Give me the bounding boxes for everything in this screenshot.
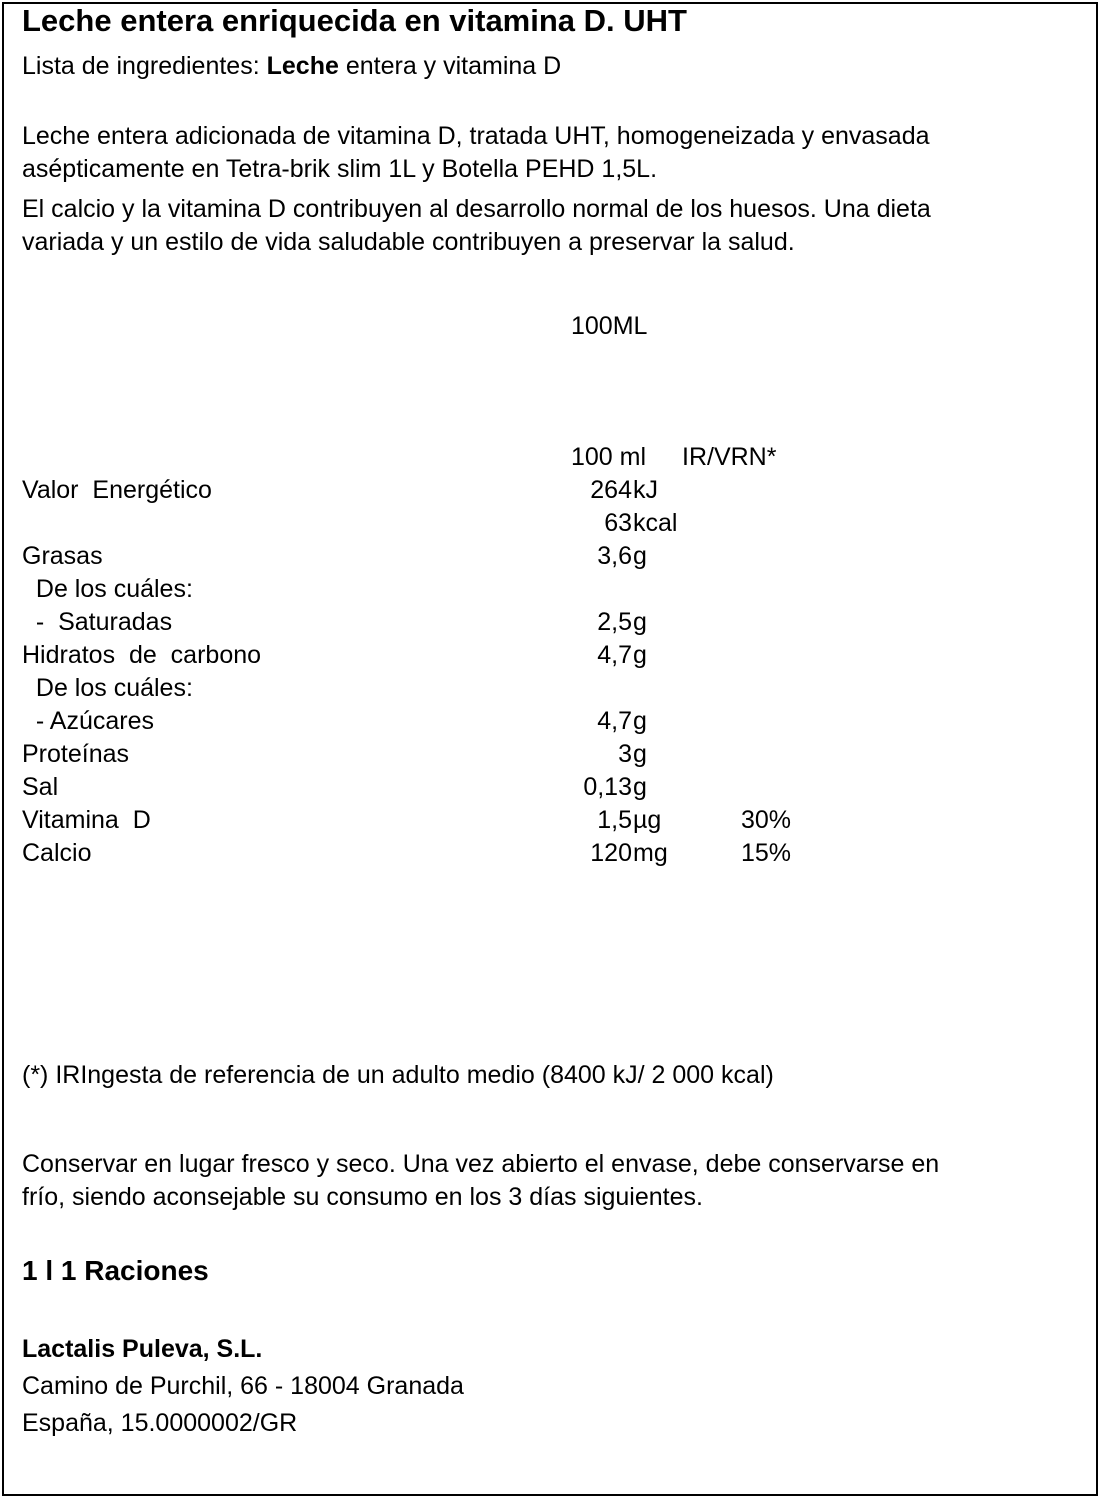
nutrient-unit: g xyxy=(633,740,647,768)
nutrient-unit: g xyxy=(633,542,647,570)
description-line: Leche entera adicionada de vitamina D, tratada UHT, homogeneizada y envasada xyxy=(22,122,930,150)
storage-line: frío, siendo aconsejable su consumo en los 3 días siguientes. xyxy=(22,1183,703,1211)
ingredients-highlight: Leche xyxy=(266,52,339,80)
nutrient-unit: g xyxy=(633,773,647,801)
nutrient-value: 120 xyxy=(590,839,632,867)
nutrient-value: 0,13 xyxy=(583,773,632,801)
company-country: España, 15.0000002/GR xyxy=(22,1409,298,1437)
company-address: Camino de Purchil, 66 - 18004 Granada xyxy=(22,1372,464,1400)
storage-line: Conservar en lugar fresco y seco. Una vez abierto el envase, debe conservarse en xyxy=(22,1150,940,1178)
nutrient-label: Hidratos de carbono xyxy=(22,641,262,669)
nutrient-label: - Saturadas xyxy=(22,608,173,636)
nutrient-unit: g xyxy=(633,641,647,669)
nutrient-unit: µg xyxy=(633,806,662,834)
nutrient-value: 4,7 xyxy=(597,641,632,669)
nutrient-unit: g xyxy=(633,608,647,636)
nutrient-value: 3,6 xyxy=(597,542,632,570)
nutrient-value: 264 xyxy=(590,476,632,504)
ingredients-rest: entera y vitamina D xyxy=(345,52,562,80)
nutrient-label: De los cuáles: xyxy=(22,575,193,603)
nutrient-value: 1,5 xyxy=(597,806,632,834)
nutrient-unit: g xyxy=(633,707,647,735)
nutrient-value: 63 xyxy=(604,509,632,537)
nutrient-label: De los cuáles: xyxy=(22,674,193,702)
column-header-per-100ml: 100 ml xyxy=(571,443,647,471)
nutrient-unit: kcal xyxy=(633,509,678,537)
serving-header: 100ML xyxy=(571,312,648,340)
nutrient-label: Valor Energético xyxy=(22,476,212,504)
description-line: variada y un estilo de vida saludable contribuyen a preservar la salud. xyxy=(22,228,795,256)
company-name: Lactalis Puleva, S.L. xyxy=(22,1335,263,1363)
description-line: asépticamente en Tetra-brik slim 1L y Botella PEHD 1,5L. xyxy=(22,155,658,183)
ingredients-line xyxy=(22,51,561,81)
nutrient-unit: mg xyxy=(633,839,668,867)
portions: 1 l 1 Raciones xyxy=(22,1255,209,1286)
footnote: (*) IRIngesta de referencia de un adulto medio (8400 kJ/ 2 000 kcal) xyxy=(22,1061,774,1089)
nutrient-label: Vitamina D xyxy=(22,806,151,834)
product-title: Leche entera enriquecida en vitamina D. UHT xyxy=(22,3,687,38)
nutrient-label: Calcio xyxy=(22,839,92,867)
description-line: El calcio y la vitamina D contribuyen al desarrollo normal de los huesos. Una dieta xyxy=(22,195,931,223)
nutrient-value: 2,5 xyxy=(597,608,632,636)
nutrient-value: 4,7 xyxy=(597,707,632,735)
nutrient-label: Grasas xyxy=(22,542,103,570)
nutrient-value: 3 xyxy=(618,740,632,768)
nutrient-label: Proteínas xyxy=(22,740,130,768)
nutrient-unit: kJ xyxy=(633,476,658,504)
nutrient-ri: 15% xyxy=(740,839,791,867)
column-header-ri: IR/VRN* xyxy=(682,443,777,471)
nutrient-ri: 30% xyxy=(740,806,791,834)
nutrient-label: Sal xyxy=(22,773,59,801)
ingredients-label: Lista de ingredientes: xyxy=(22,52,260,80)
nutrient-label: - Azúcares xyxy=(22,707,154,735)
